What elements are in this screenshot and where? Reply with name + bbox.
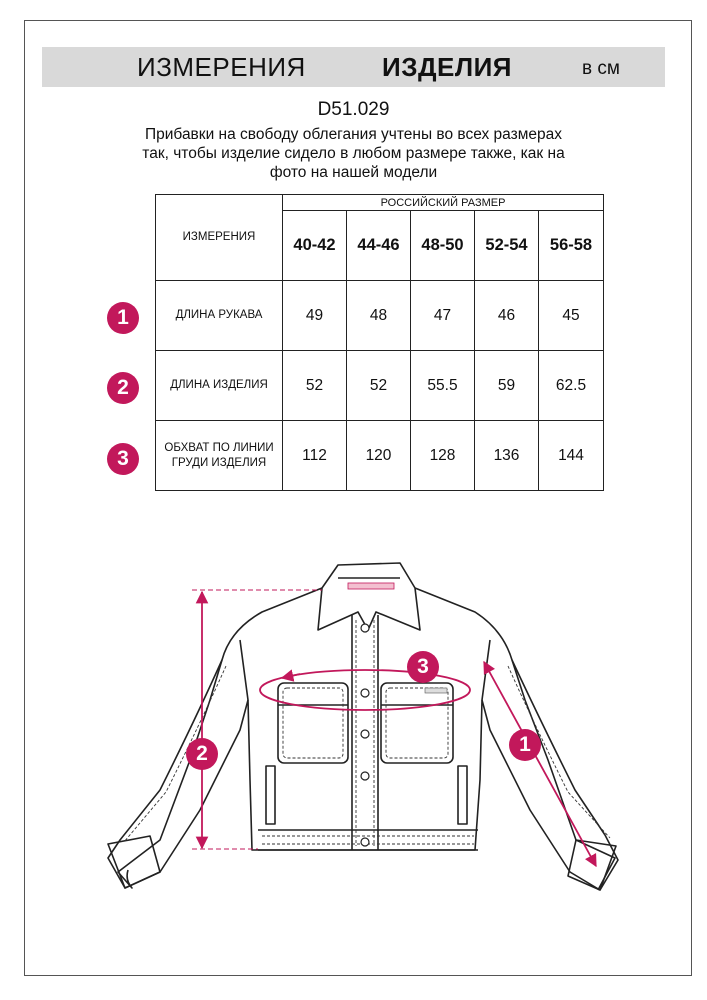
jacket-buttons [361, 624, 369, 846]
table-cell: 48 [347, 281, 411, 351]
row-label: ДЛИНА ИЗДЕЛИЯ [156, 351, 283, 421]
table-cell: 136 [475, 421, 539, 491]
table-cell: 128 [411, 421, 475, 491]
size-header: 44-46 [347, 211, 411, 281]
diagram-marker-2: 2 [186, 738, 218, 770]
table-cell: 59 [475, 351, 539, 421]
title-garment: ИЗДЕЛИЯ [382, 52, 512, 82]
unit-label: в см [582, 58, 620, 79]
row-label: ДЛИНА РУКАВА [156, 281, 283, 351]
row-label-line-1: ОБХВАТ ПО ЛИНИИ [164, 441, 274, 454]
table-cell: 120 [347, 421, 411, 491]
size-header: 40-42 [283, 211, 347, 281]
sleeve-measure [484, 662, 596, 866]
size-group-header: РОССИЙСКИЙ РАЗМЕР [283, 195, 604, 211]
size-header: 52-54 [475, 211, 539, 281]
table-cell: 49 [283, 281, 347, 351]
table-cell: 46 [475, 281, 539, 351]
measurements-header: ИЗМЕРЕНИЯ [156, 195, 283, 281]
size-header: 56-58 [539, 211, 604, 281]
note-line-2: так, чтобы изделие сидело в любом размере также, как на [142, 145, 565, 162]
table-cell: 144 [539, 421, 604, 491]
diagram-marker-3: 3 [407, 651, 439, 683]
row-label-line-2: ГРУДИ ИЗДЕЛИЯ [171, 456, 267, 469]
article-code: D51.029 [317, 99, 390, 120]
note-line-1: Прибавки на свободу облегания учтены во всех размерах [145, 126, 562, 143]
diagram-marker-1: 1 [509, 729, 541, 761]
row-number-badge-2: 2 [107, 372, 139, 404]
table-cell: 45 [539, 281, 604, 351]
table-cell: 62.5 [539, 351, 604, 421]
brand-tag [348, 583, 394, 589]
row-number-badge-3: 3 [107, 443, 139, 475]
size-header: 48-50 [411, 211, 475, 281]
table-cell: 55.5 [411, 351, 475, 421]
table-cell: 52 [347, 351, 411, 421]
table-cell: 47 [411, 281, 475, 351]
length-measure [192, 590, 322, 849]
row-number-badge-1: 1 [107, 302, 139, 334]
table-cell: 112 [283, 421, 347, 491]
title-measurements: ИЗМЕРЕНИЯ [137, 52, 306, 82]
pocket-tag [425, 688, 447, 693]
table-cell: 52 [283, 351, 347, 421]
note-line-3: фото на нашей модели [269, 164, 438, 181]
